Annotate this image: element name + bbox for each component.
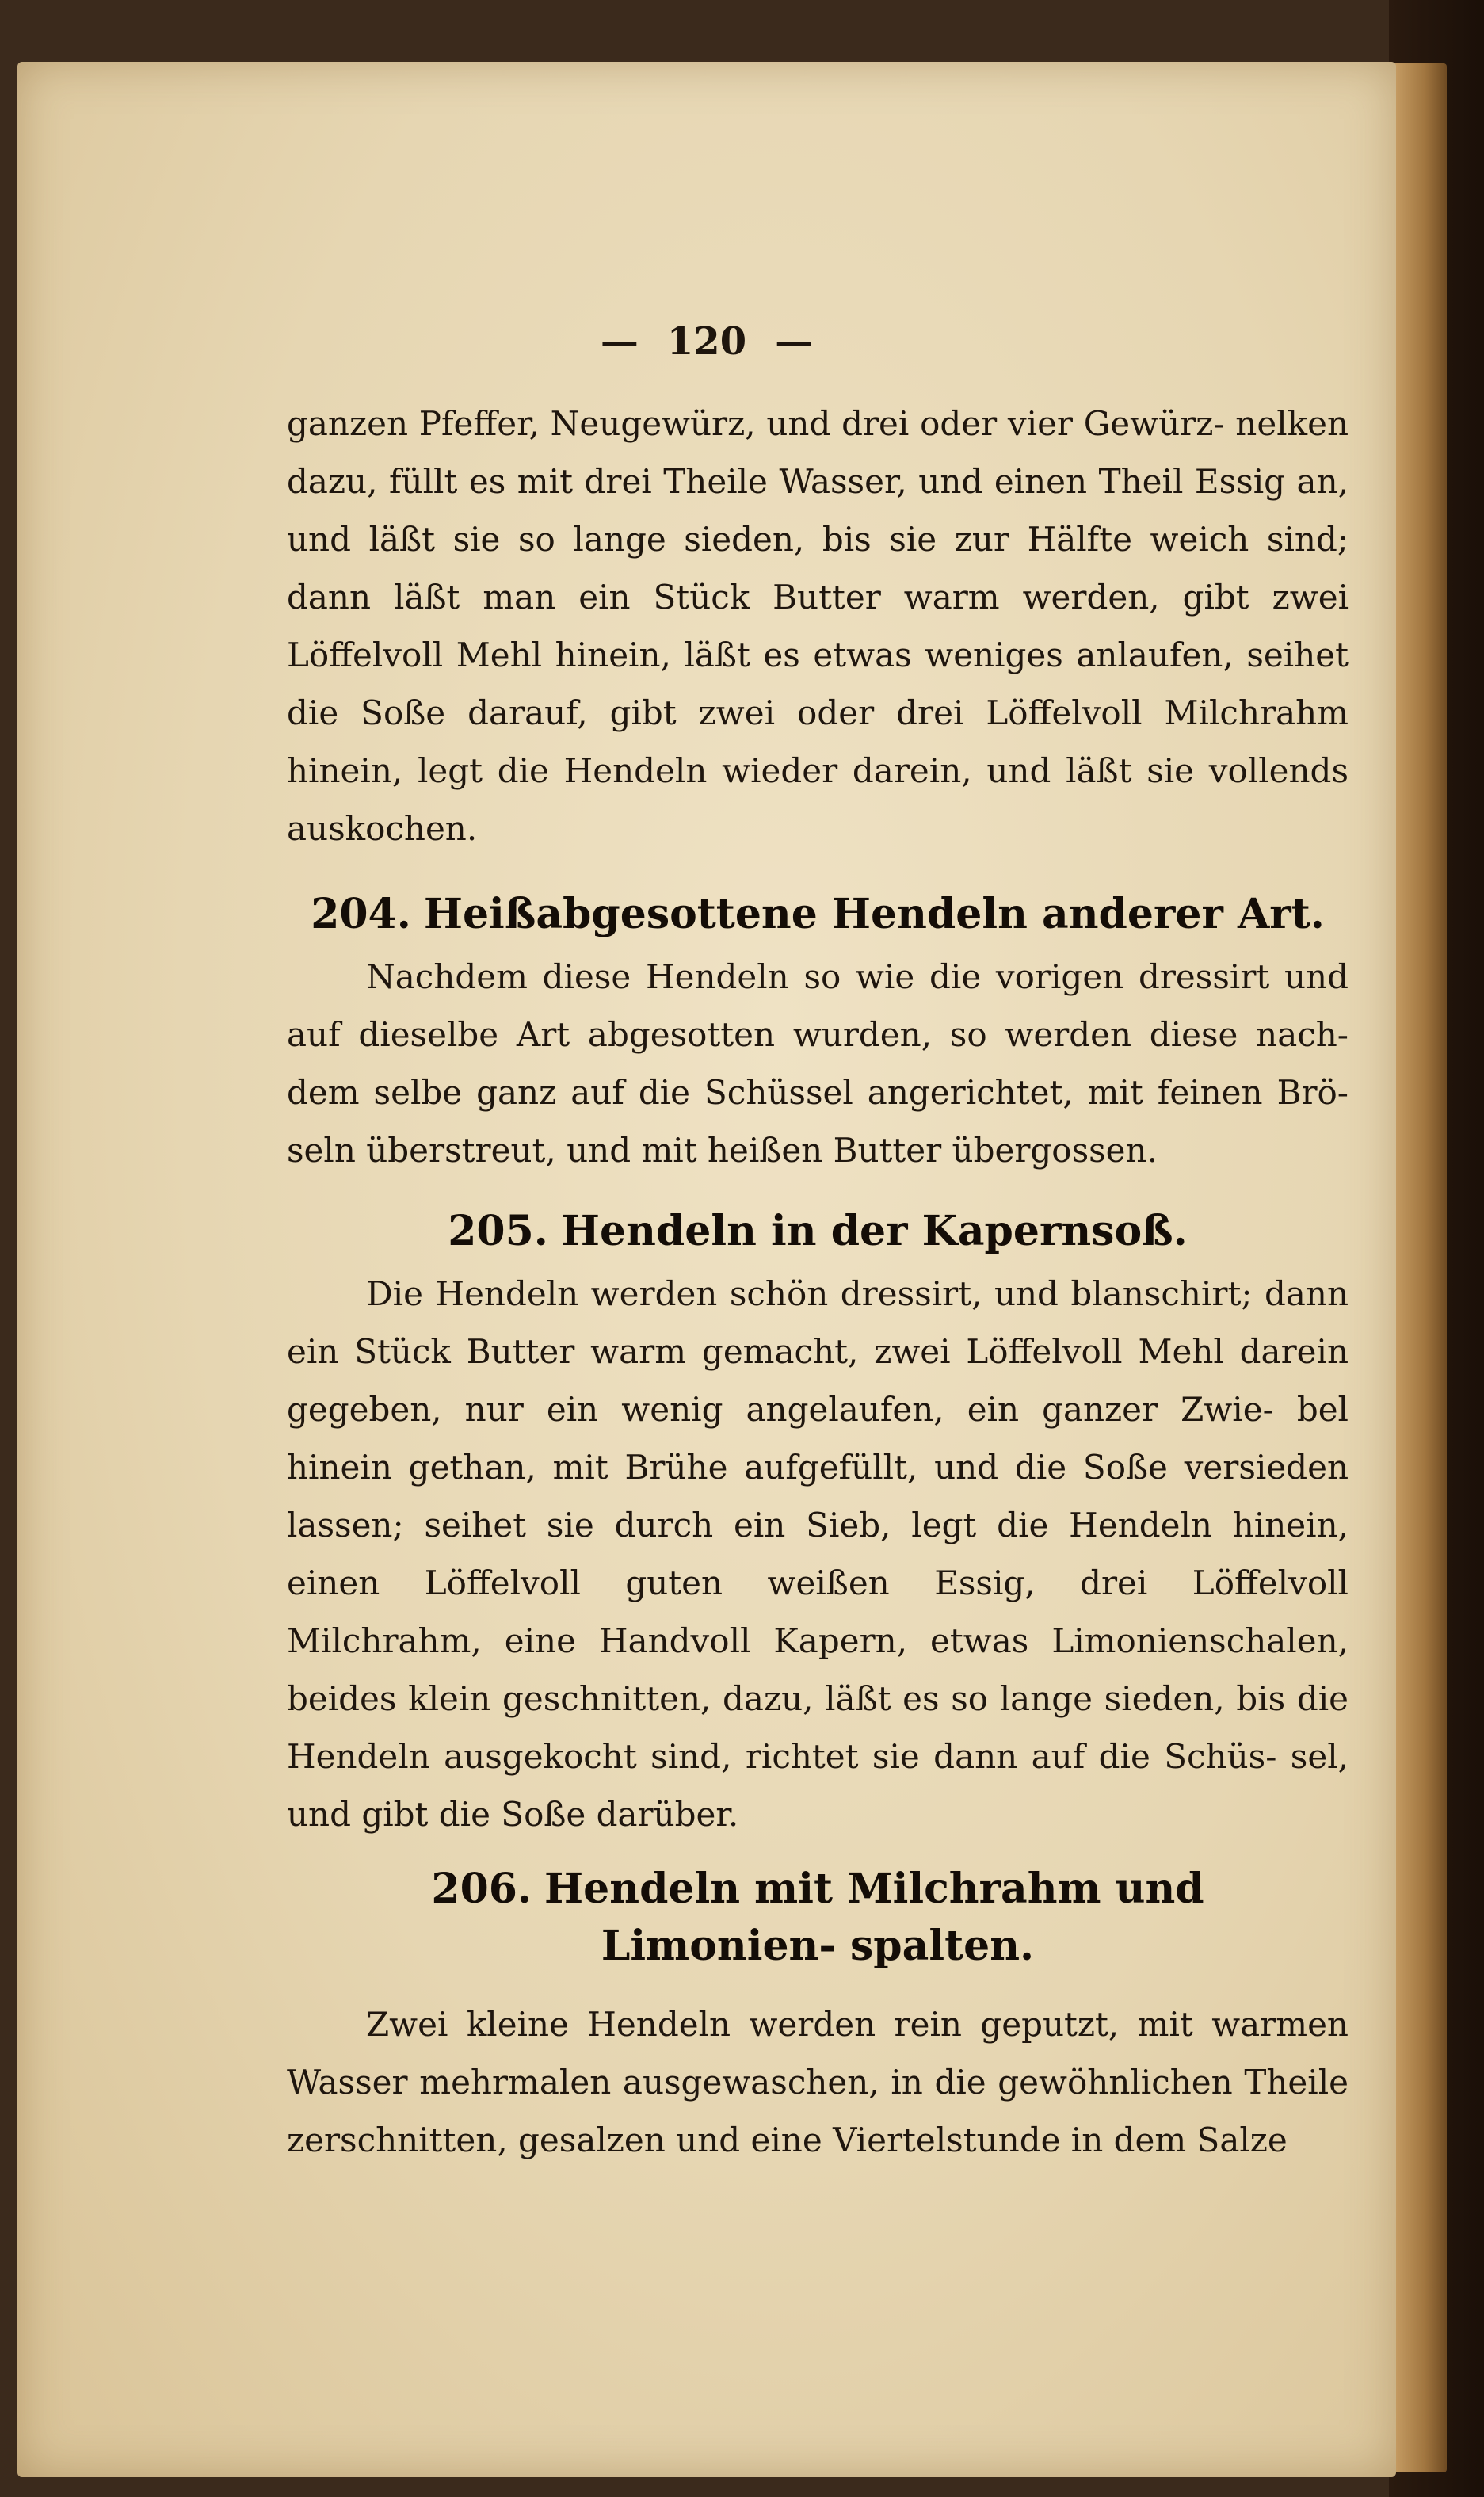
page-number: 120 <box>666 319 747 364</box>
header-dash-left: — <box>600 319 639 364</box>
recipe-205-title: Hendeln in der Kapernsoß. <box>560 1207 1188 1255</box>
recipe-206-title: Hendeln mit Milchrahm und Limonien- spalten. <box>544 1865 1204 1970</box>
recipe-204-title: Heißabgesottene Hendeln anderer Art. <box>423 890 1325 938</box>
recipe-206-body <box>287 1995 1349 2169</box>
page-header <box>17 314 1396 369</box>
recipe-204-heading <box>287 886 1349 943</box>
recipe-205-body <box>287 1265 1349 1843</box>
recipe-205-heading <box>287 1203 1349 1260</box>
recipe-205-text: Die Hendeln werden schön dressirt, und blanschirt; dann ein Stück Butter warm gemacht, zwei Löffelvoll Mehl darein gegeben, nur ein wenig angelaufen, ein ganzer Zwie- bel hinein gethan, mit Brühe aufgefüllt, und die Soße versieden lassen; seihet sie durch ein Sieb, legt die Hendeln hinein, einen Löffelvoll guten weißen Essig, drei Löffelvoll Milchrahm, eine Handvoll Kapern, etwas Limonienschalen, beides klein geschnitten, dazu, läßt es so lange sieden, bis die Hendeln ausgekocht sind, richtet sie dann auf die Schüs- sel, und gibt die Soße darüber. <box>287 1274 1349 1834</box>
recipe-206-heading <box>382 1861 1253 1975</box>
recipe-204-body <box>287 948 1349 1179</box>
recipe-205-number: 205. <box>448 1207 548 1255</box>
header-dash-right: — <box>775 319 814 364</box>
intro-paragraph <box>287 395 1349 857</box>
recipe-204-text: Nachdem diese Hendeln so wie die vorigen dressirt und auf dieselbe Art abgesotten wurden, so werden diese nach- dem selbe ganz auf die Schüssel angerichtet, mit feinen Brö- seln überstreut, und mit heißen Butter übergossen. <box>287 957 1349 1170</box>
intro-text: ganzen Pfeffer, Neugewürz, und drei oder vier Gewürz- nelken dazu, füllt es mit drei Theile Wasser, und einen Theil Essig an, und läßt sie so lange sieden, bis sie zur Hälfte weich sind; dann läßt man ein Stück Butter warm werden, gibt zwei Löffelvoll Mehl hinein, läßt es etwas weniges anlaufen, seihet die Soße darauf, gibt zwei oder drei Löffelvoll Milchrahm hinein, legt die Hendeln wieder darein, und läßt sie vollends auskochen. <box>287 404 1349 848</box>
recipe-204-number: 204. <box>311 890 411 938</box>
book-page <box>17 62 1396 2477</box>
recipe-206-number: 206. <box>431 1865 532 1913</box>
next-page-edge <box>1391 63 1447 2472</box>
recipe-206-text: Zwei kleine Hendeln werden rein geputzt, mit warmen Wasser mehrmalen ausgewaschen, in die gewöhnlichen Theile zerschnitten, gesalzen und eine Viertelstunde in dem Salze <box>287 2005 1349 2159</box>
